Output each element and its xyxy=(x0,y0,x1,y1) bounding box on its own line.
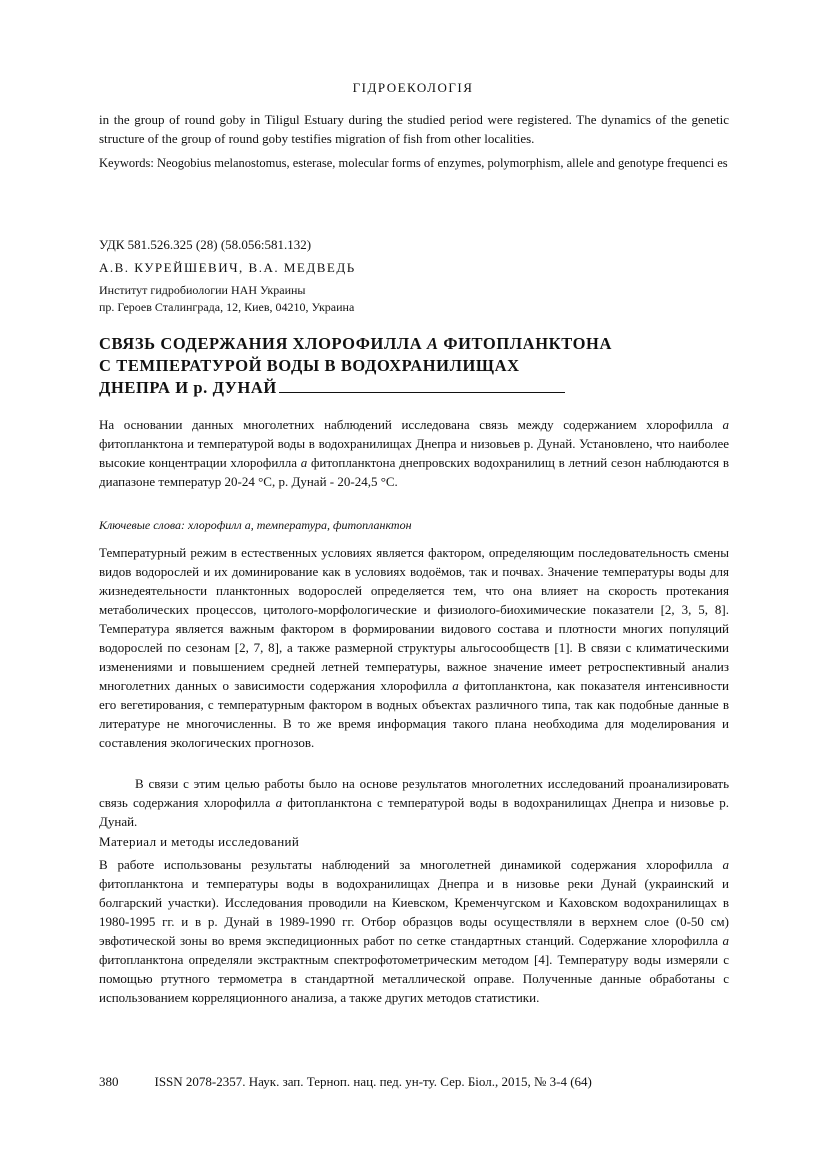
section-heading: Материал и методы исследований xyxy=(99,834,300,849)
journal-citation: ISSN 2078-2357. Наук. зап. Терноп. нац. пед. ун-ту. Сер. Біол., 2015, № 3-4 (64) xyxy=(154,1074,592,1089)
body-paragraph-2: В связи с этим целью работы было на основе результатов многолетних исследований проанализировать связь содержания хлорофилла а фитопланктона с температурой воды в водохранилищах Днепра и низовье р. Дунай. xyxy=(99,776,729,829)
keywords-ru: Ключевые слова: хлорофилл а, температура, фитопланктон xyxy=(99,518,412,532)
running-head: ГІДРОЕКОЛОГІЯ xyxy=(352,80,474,95)
udc-code: УДК 581.526.325 (28) (58.056:581.132) xyxy=(99,237,312,252)
article-title xyxy=(99,333,739,399)
institution-line-1: Институт гидробиологии НАН Украины xyxy=(99,283,306,297)
body-paragraph-1: Температурный режим в естественных условиях является фактором, определяющим последовательность смены видов водорослей и их доминирование как в условиях водоёмов, так и почвах. Значение температуры воды для жизнедеятельности планктонных водорослей определяется тем, что она влияет на скорость протекания метаболических процессов, цитолого-морфологические и физиолого-биохимические показатели [2, 3, 5, 8]. Температура является важным фактором в формировании видового состава и плотности многих популяций водорослей по сезонам [2, 7, 8], а также размерной структуры альгосообществ [1]. В связи с климатическими изменениями и повышением средней летней температуры, важное значение имеет ретроспективный анализ многолетних данных о зависимости содержания хлорофилла а фитопланктона, как показателя интенсивности его вегетирования, с температурным фактором в водных объектах различного типа, так как подобные данные в литературе не многочисленны. В то же время информация такого плана необходима для моделирования и составления экологических прогнозов. xyxy=(99,545,729,750)
title-line-1: СВЯЗЬ СОДЕРЖАНИЯ ХЛОРОФИЛЛА А ФИТОПЛАНКТОНА xyxy=(99,334,612,353)
institution-line-2: пр. Героев Сталинграда, 12, Киев, 04210, Украина xyxy=(99,300,355,314)
title-rule xyxy=(279,391,565,393)
page-footer xyxy=(99,1074,592,1090)
title-line-3: ДНЕПРА И р. ДУНАЙ xyxy=(99,377,739,399)
abstract: На основании данных многолетних наблюдений исследована связь между содержанием хлорофилла а фитопланктона и температурой воды в водохранилищах Днепра и низовьев р. Дунай. Установлено, что наиболее высокие концентрации хлорофилла а фитопланктона днепровских водохранилищ в летний сезон наблюдаются в диапазоне температур 20-24 °С, р. Дунай - 20-24,5 °С. xyxy=(99,417,730,489)
english-abstract-end: in the group of round goby in Tiligul Estuary during the studied period were registered. The dynamics of the genetic structure of the group of round goby testifies migration of fish from other localities. xyxy=(99,112,729,146)
body-paragraph-3: В работе использованы результаты наблюдений за многолетней динамикой содержания хлорофилла а фитопланктона и температуры воды в водохранилищах Днепра и в низовье реки Дунай (украинский и болгарский участки). Исследования проводили на Киевском, Кременчугском и Каховском водохранилищах в 1980-1995 гг. и в р. Дунай в 1989-1990 гг. Отбор образцов воды осуществляли в верхнем слое (0-50 см) эвфотической зоны во время экспедиционных работ по сетке стандартных станций. Содержание хлорофилла а фитопланктона определяли экстрактным спектрофотометрическим методом [4]. Температуру воды измеряли с помощью ртутного термометра в стандартной металлической оправе. Полученные данные обработаны с использованием корреляционного анализа, а также других методов статистики. xyxy=(99,857,729,1005)
title-line-2: С ТЕМПЕРАТУРОЙ ВОДЫ В ВОДОХРАНИЛИЩАХ xyxy=(99,356,520,375)
authors: А.В. КУРЕЙШЕВИЧ, В.А. МЕДВЕДЬ xyxy=(99,260,356,275)
english-keywords: Keywords: Neogobius melanostomus, esterase, molecular forms of enzymes, polymorphism, allele and genotype frequenci es xyxy=(99,156,728,170)
page-number: 380 xyxy=(99,1074,119,1089)
